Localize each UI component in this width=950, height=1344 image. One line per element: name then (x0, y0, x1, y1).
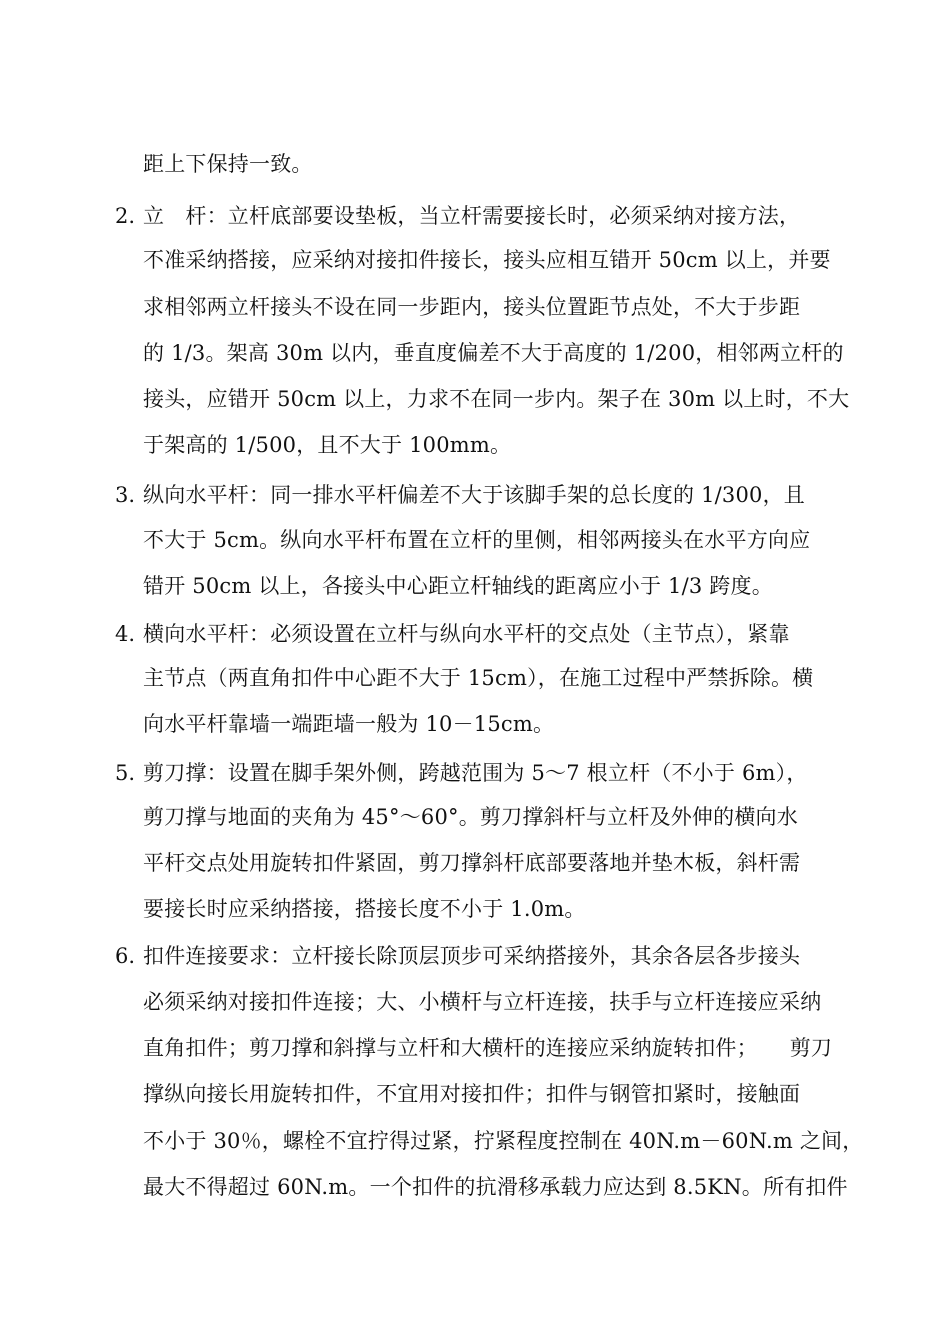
item-5-line-2: 剪刀撑与地面的夹角为 45°～60°。剪刀撑斜杆与立杆及外伸的横向水 (143, 805, 798, 829)
item-5-line-1: 剪刀撑：设置在脚手架外侧，跨越范围为 5～7 根立杆（不小于 6m）， (143, 761, 808, 785)
item-6-line-4: 撑纵向接长用旋转扣件，不宜用对接扣件；扣件与钢管扣紧时，接触面 (143, 1082, 801, 1106)
item-3-line-1: 纵向水平杆：同一排水平杆偏差不大于该脚手架的总长度的 1/300，且 (143, 483, 805, 507)
item-6-line-6: 最大不得超过 60N.m。一个扣件的抗滑移承载力应达到 8.5KN。所有扣件 (143, 1175, 848, 1199)
item-2-line-3: 求相邻两立杆接头不设在同一步距内，接头位置距节点处，不大于步距 (143, 295, 801, 319)
item-number: 4. (115, 622, 136, 646)
item-number: 6. (115, 944, 136, 968)
item-5-line-3: 平杆交点处用旋转扣件紧固，剪刀撑斜杆底部要落地并垫木板，斜杆需 (143, 851, 801, 875)
item-6-line-3: 直角扣件；剪刀撑和斜撑与立杆和大横杆的连接应采纳旋转扣件； 剪刀 (143, 1036, 833, 1060)
continuation-line: 距上下保持一致。 (143, 152, 313, 176)
item-4-line-2: 主节点（两直角扣件中心距不大于 15cm），在施工过程中严禁拆除。横 (143, 666, 814, 690)
item-2-line-1: 立 杆：立杆底部要设垫板，当立杆需要接长时，必须采纳对接方法， (143, 204, 801, 228)
item-3-line-2: 不大于 5cm。纵向水平杆布置在立杆的里侧，相邻两接头在水平方向应 (143, 528, 811, 552)
item-number: 5. (115, 761, 136, 785)
item-4-line-3: 向水平杆靠墙一端距墙一般为 10－15cm。 (143, 712, 555, 736)
item-number: 2. (115, 204, 136, 228)
item-5-line-4: 要接长时应采纳搭接，搭接长度不小于 1.0m。 (143, 897, 586, 921)
item-6-line-2: 必须采纳对接扣件连接；大、小横杆与立杆连接，扶手与立杆连接应采纳 (143, 990, 822, 1014)
item-number: 3. (115, 483, 136, 507)
item-2-line-4: 的 1/3。架高 30m 以内，垂直度偏差不大于高度的 1/200，相邻两立杆的 (143, 341, 844, 365)
item-6-line-5: 不小于 30％，螺栓不宜拧得过紧，拧紧程度控制在 40N.m－60N.m 之间， (143, 1129, 864, 1153)
item-4-line-1: 横向水平杆：必须设置在立杆与纵向水平杆的交点处（主节点），紧靠 (143, 622, 790, 646)
item-3-line-3: 错开 50cm 以上，各接头中心距立杆轴线的距离应小于 1/3 跨度。 (143, 574, 773, 598)
item-6-line-1: 扣件连接要求：立杆接长除顶层顶步可采纳搭接外，其余各层各步接头 (143, 944, 801, 968)
item-2-line-6: 于架高的 1/500，且不大于 100mm。 (143, 433, 512, 457)
item-2-line-5: 接头，应错开 50cm 以上，力求不在同一步内。架子在 30m 以上时，不大 (143, 387, 850, 411)
item-2-line-2: 不准采纳搭接，应采纳对接扣件接长，接头应相互错开 50cm 以上，并要 (143, 248, 831, 272)
